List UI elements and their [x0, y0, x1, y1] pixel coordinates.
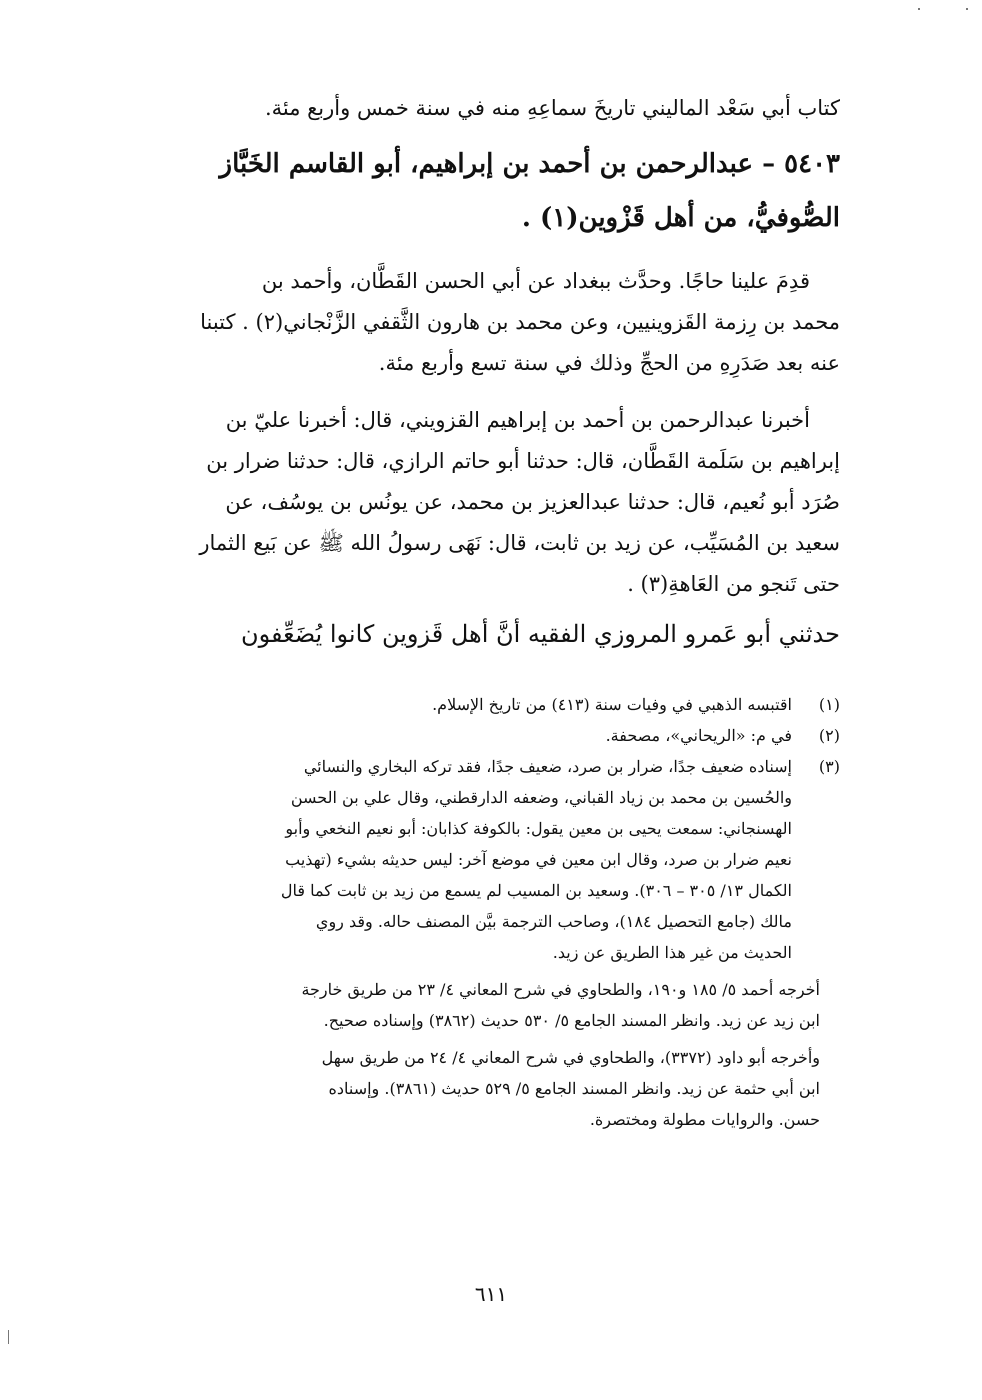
footnote-text: الهسنجاني: سمعت يحيى بن معين يقول: بالكوفة كذابان: أبو نعيم النخعي وأبو	[285, 819, 792, 838]
footnote-extra	[130, 974, 840, 1036]
scan-speck	[8, 1330, 9, 1344]
footnote-text: ابن زيد عن زيد. وانظر المسند الجامع ٥/ ٥٣٠ حديث (٣٨٦٢) وإسناده صحيح.	[323, 1011, 820, 1030]
footnote-text: إسناده ضعيف جدًا، ضرار بن صرد، ضعيف جدًا، فقد تركه البخاري والنسائي	[303, 757, 792, 776]
text-line: أخبرنا عبدالرحمن بن أحمد بن إبراهيم القزويني، قال: أخبرنا عليّ بن	[225, 408, 810, 432]
footnote-item	[130, 689, 840, 720]
footnote-text: ابن أبي حثمة عن زيد. وانظر المسند الجامع ٥/ ٥٢٩ حديث (٣٨٦١). وإسناده	[328, 1079, 820, 1098]
entry-heading	[130, 137, 840, 245]
footnote-text: أخرجه أحمد ٥/ ١٨٥ و١٩٠، والطحاوي في شرح المعاني ٤/ ٢٣ من طريق خارجة	[301, 980, 820, 999]
footnote-text: نعيم ضرار بن صرد، وقال ابن معين في موضع آخر: ليس حديثه بشيء (تهذيب	[285, 850, 792, 869]
footnote-text: حسن. والروايات مطولة ومختصرة.	[589, 1110, 820, 1129]
footnote-number: (٢)	[818, 726, 840, 745]
footnote-text: والحُسين بن محمد بن زياد القباني، وضعفه الدارقطني، وقال علي بن الحسن	[290, 788, 792, 807]
intro-line: كتاب أبي سَعْد الماليني تاريخَ سماعِهِ منه في سنة خمس وأربع مئة.	[264, 96, 840, 120]
heading-line: ٥٤٠٣ – عبدالرحمن بن أحمد بن إبراهيم، أبو القاسم الخَبَّاز	[219, 149, 840, 179]
footnote-number: (١)	[818, 695, 840, 714]
text-line: صُرَد أبو نُعيم، قال: حدثنا عبدالعزيز بن محمد، عن يونُس بن يوسُف، عن	[225, 490, 840, 514]
footnote-number: (٣)	[818, 757, 840, 776]
footnote-item	[130, 751, 840, 782]
text-line: قدِمَ علينا حاجًا. وحدَّث ببغداد عن أبي الحسن القَطَّان، وأحمد بن	[261, 269, 810, 293]
footnote-text: مالك (جامع التحصيل ١٨٤)، وصاحب الترجمة بيَّن المصنف حاله. وقد روي	[315, 912, 792, 931]
footnote-text: وأخرجه أبو داود (٣٣٧٢)، والطحاوي في شرح المعاني ٤/ ٢٤ من طريق سهل	[321, 1048, 820, 1067]
scan-speck	[918, 8, 920, 10]
footnote-item	[130, 720, 840, 751]
footnotes	[130, 689, 840, 1135]
footnote-extra	[130, 1042, 840, 1135]
paragraph-bio	[130, 261, 840, 384]
footnote-text: اقتبسه الذهبي في وفيات سنة (٤١٣) من تاريخ الإسلام.	[432, 695, 792, 714]
text-line: سعيد بن المُسَيِّب، عن زيد بن ثابت، قال: نَهَى رسولُ الله ﷺ عن بَيع الثمار	[199, 531, 840, 555]
page-number: ٦١١	[474, 1282, 508, 1306]
text-line: عنه بعد صَدَرِهِ من الحجِّ وذلك في سنة تسع وأربع مئة.	[378, 351, 840, 375]
text-line: محمد بن رِزمة القَزوينيين، وعن محمد بن هارون الثَّقفي الزَّنْجاني(٢) . كتبنا	[200, 310, 840, 334]
footnote-text: الحديث من غير هذا الطريق عن زيد.	[552, 943, 792, 962]
text-line: إبراهيم بن سَلَمة القَطَّان، قال: حدثنا أبو حاتم الرازي، قال: حدثنا ضرار بن	[206, 449, 840, 473]
continuation-line: حدثني أبو عَمرو المروزي الفقيه أنَّ أهل قَزوين كانوا يُضَعِّفون	[241, 620, 840, 648]
paragraph-hadith	[130, 400, 840, 605]
text-line: حتى تَنجو من العَاهةِ(٣) .	[627, 572, 840, 596]
footnote-text: الكمال ١٣/ ٣٠٥ – ٣٠٦). وسعيد بن المسيب لم يسمع من زيد بن ثابت كما قال	[280, 881, 792, 900]
footnote-text: في م: «الريحاني»، مصحفة.	[605, 726, 792, 745]
scan-speck	[966, 8, 968, 10]
book-page	[130, 88, 840, 1135]
heading-line: الصُّوفيُّ، من أهل قَزْوين(١) .	[521, 203, 840, 233]
